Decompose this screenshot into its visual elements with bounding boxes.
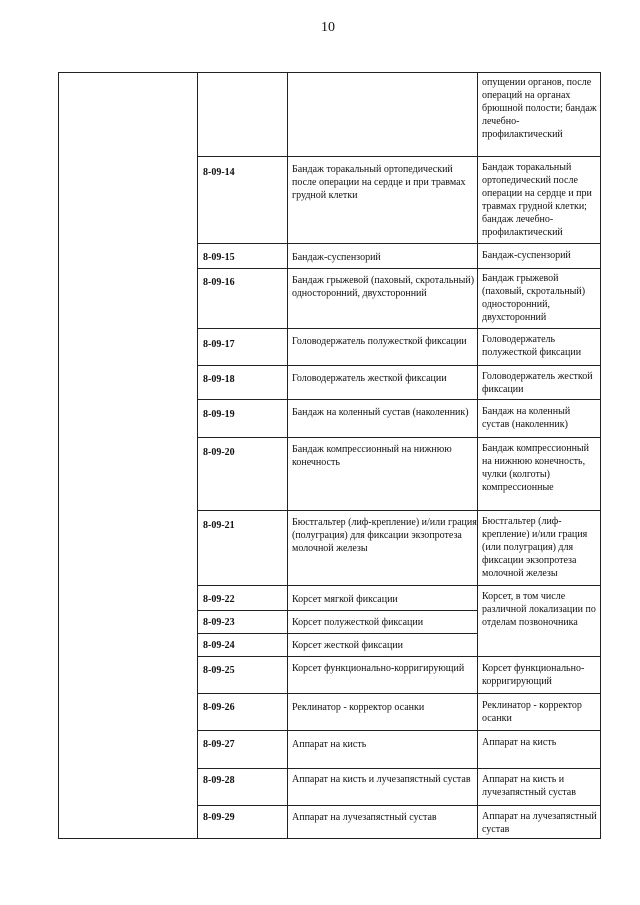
table-cell-code: 8-09-16 [203, 277, 235, 288]
table-cell-code: 8-09-17 [203, 339, 235, 350]
table-cell-code: 8-09-27 [203, 739, 235, 750]
table-cell-name: Аппарат на лучезапястный сустав [292, 812, 437, 823]
row-separator [197, 156, 600, 157]
table-cell-description: Корсет функционально-корригирующий [482, 663, 585, 687]
table-cell-description: Аппарат на кисть [482, 737, 557, 748]
table-cell-description: Головодержатель полужесткой фиксации [482, 334, 582, 358]
table-cell-name: Корсет жесткой фиксации [292, 640, 404, 651]
table-cell-code: 8-09-22 [203, 594, 235, 605]
table-cell-name: Бандаж на коленный сустав (наколенник) [292, 407, 469, 418]
table-cell-code: 8-09-23 [203, 617, 235, 628]
table-cell-code: 8-09-19 [203, 409, 235, 420]
table-top-border [58, 72, 600, 73]
table-cell-name: Головодержатель полужесткой фиксации [292, 336, 467, 347]
table-cell-code: 8-09-15 [203, 252, 235, 263]
table-cell-code: 8-09-25 [203, 665, 235, 676]
column-divider-1 [197, 72, 198, 839]
table-cell-name: Корсет полужесткой фиксации [292, 617, 424, 628]
table-cell-name: Бандаж-суспензорий [292, 252, 381, 263]
row-separator [197, 268, 600, 269]
row-separator [197, 585, 600, 586]
table-cell-name: Головодержатель жесткой фиксации [292, 373, 447, 384]
table-cell-name: Бандаж торакальный ортопедический после операции на сердце и при травмах грудной клетки [292, 164, 466, 201]
table-cell-name: Бандаж компрессионный на нижнюю конечность [292, 444, 452, 468]
table-cell-name: Корсет функционально-корригирующий [292, 663, 465, 674]
table-cell-name: Реклинатор - корректор осанки [292, 702, 425, 713]
table-left-border [58, 72, 59, 839]
column-divider-3 [477, 72, 478, 839]
table-cell-description: Бюстгальтер (лиф-крепление) и/или грация (или полуграция) для фиксации экзопротеза молочной железы [482, 516, 588, 579]
table-cell-name: Аппарат на кисть [292, 739, 367, 750]
table-cell-code: 8-09-24 [203, 640, 235, 651]
column-divider-2 [287, 72, 288, 839]
table-bottom-border [58, 838, 600, 839]
row-separator [197, 365, 600, 366]
table-right-border [600, 72, 601, 839]
table-cell-name: Корсет мягкой фиксации [292, 594, 398, 605]
table-cell-description: Головодержатель жесткой фиксации [482, 371, 593, 395]
table-cell-description: Аппарат на лучезапястный сустав [482, 811, 597, 835]
table-cell-description: Бандаж грыжевой (паховый, скротальный) односторонний, двухсторонний [482, 273, 586, 323]
row-separator [197, 510, 600, 511]
row-separator [197, 693, 600, 694]
table-cell-description: опущении органов, после операций на органах брюшной полости; бандаж лечебно-профилактический [482, 77, 597, 140]
row-separator [197, 805, 600, 806]
table-cell-description: Аппарат на кисть и лучезапястный сустав [482, 774, 576, 798]
table-cell-code: 8-09-28 [203, 775, 235, 786]
row-separator [197, 399, 600, 400]
table-cell-code: 8-09-21 [203, 520, 235, 531]
row-separator [197, 328, 600, 329]
table-cell-code: 8-09-14 [203, 167, 235, 178]
table-cell-description: Бандаж компрессионный на нижнюю конечность, чулки (колготы) компрессионные [482, 443, 589, 493]
table-cell-name: Бюстгальтер (лиф-крепление) и/или грация (полуграция) для фиксации экзопротеза молочной железы [292, 517, 477, 554]
row-separator [197, 768, 600, 769]
table-cell-name: Аппарат на кисть и лучезапястный сустав [292, 774, 471, 785]
table-cell-code: 8-09-26 [203, 702, 235, 713]
row-separator [197, 437, 600, 438]
row-separator [197, 730, 600, 731]
table-cell-code: 8-09-20 [203, 447, 235, 458]
row-separator [197, 656, 600, 657]
row-separator [197, 610, 477, 611]
table-cell-description: Корсет, в том числе различной локализации по отделам позвоночника [482, 591, 596, 628]
row-separator [197, 633, 477, 634]
table-cell-code: 8-09-18 [203, 374, 235, 385]
page-number: 10 [321, 20, 335, 35]
row-separator [197, 243, 600, 244]
table-cell-name: Бандаж грыжевой (паховый, скротальный) односторонний, двухсторонний [292, 275, 475, 299]
table-cell-code: 8-09-29 [203, 812, 235, 823]
table-cell-description: Бандаж на коленный сустав (наколенник) [482, 406, 571, 430]
table-cell-description: Бандаж-суспензорий [482, 250, 571, 261]
table-cell-description: Бандаж торакальный ортопедический после операции на сердце и при травмах грудной клетки; бандаж лечебно-профилактический [482, 162, 592, 238]
table-cell-description: Реклинатор - корректор осанки [482, 700, 582, 724]
